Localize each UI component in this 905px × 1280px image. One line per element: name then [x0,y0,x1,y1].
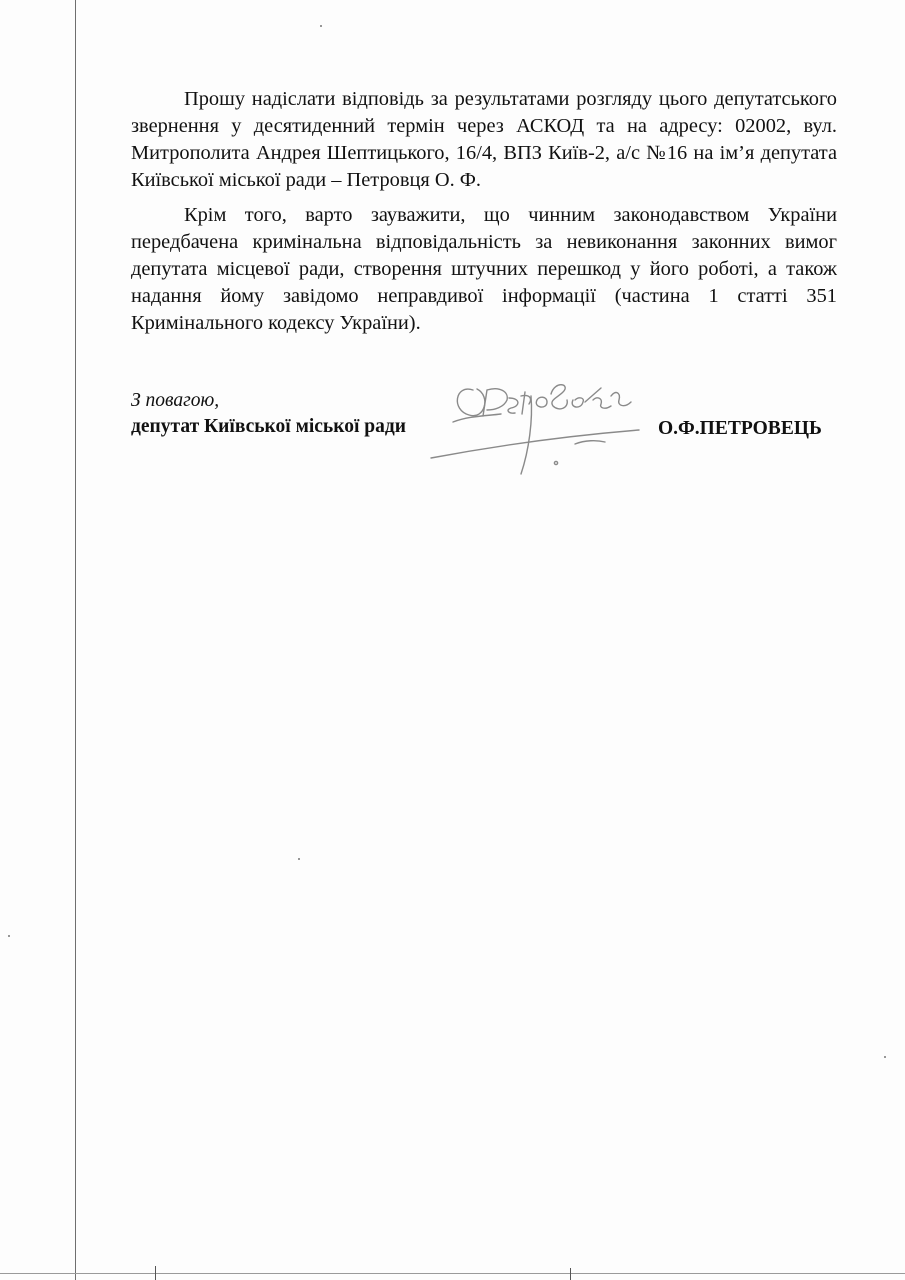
signer-name: О.Ф.ПЕТРОВЕЦЬ [658,418,822,439]
margin-line [75,0,76,1280]
closing-block [131,389,406,439]
closing-regards: З повагою, [131,390,220,411]
scan-speck [8,935,10,937]
scan-speck [884,1056,886,1058]
letter-body [131,86,837,337]
scan-speck [320,25,322,27]
paragraph-response-request: Прошу надіслати відповідь за результатами розгляду цього депутатського звернення у десятиденний термін через АСКОД та на адресу: 02002, вул. Митрополита Андрея Шептицького, 16/4, ВПЗ Київ-2, а/с №16 на ім’я депутата Київської міської ради – Петровця О. Ф. [131,88,837,191]
scan-speck [298,858,300,860]
paragraph-liability-notice: Крім того, варто зауважити, що чинним законодавством України передбачена кримінальна відповідальність за невиконання законних вимог депутата місцевої ради, створення штучних перешкод у його роботі, а також надання йому завідомо неправдивої інформації (частина 1 статті 351 Кримінального кодексу України). [131,204,837,334]
handwritten-signature [425,370,655,480]
signer-title: депутат Київської міської ради [131,416,406,437]
scan-tick [155,1266,156,1280]
scan-tick [570,1268,571,1280]
bottom-rule [0,1273,905,1274]
